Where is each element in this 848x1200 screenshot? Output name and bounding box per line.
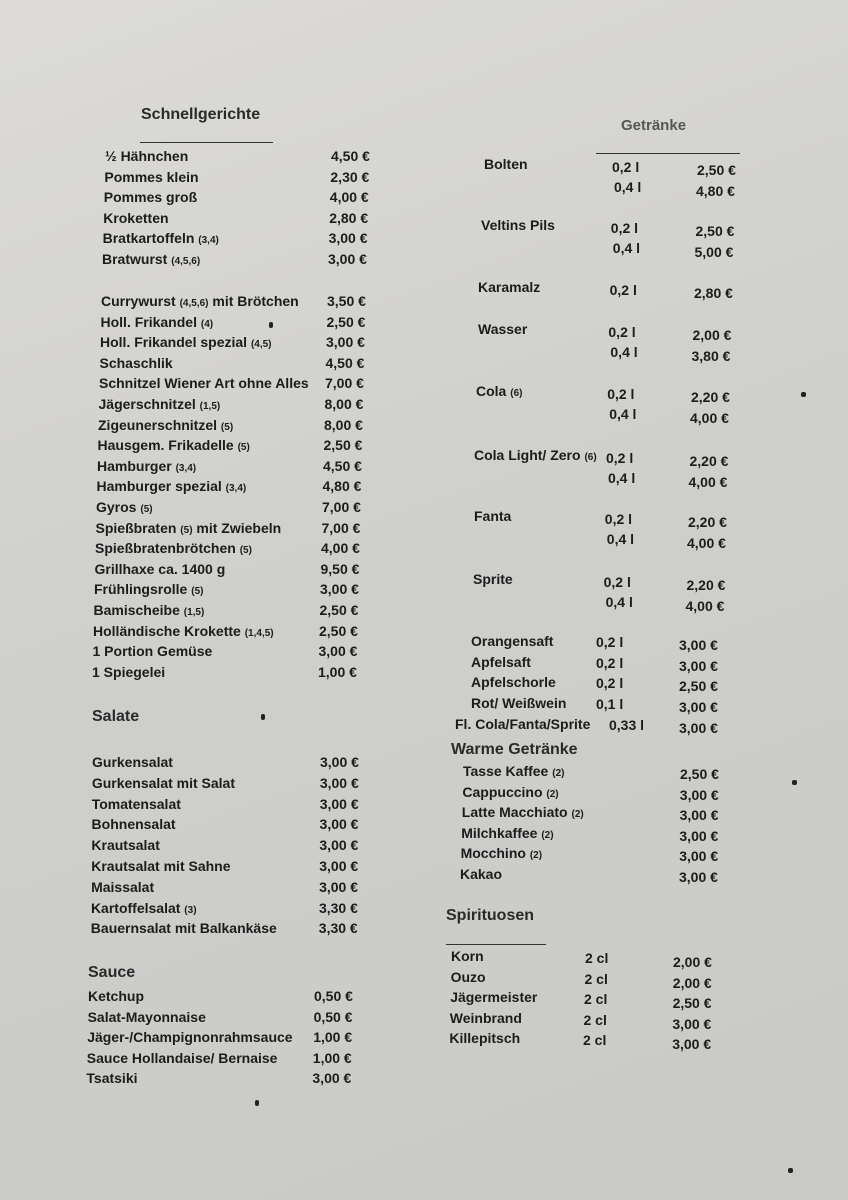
item-name: Sprite <box>473 571 513 587</box>
item-name: Wasser <box>478 321 528 337</box>
item-name: 1 Spiegelei <box>92 663 166 680</box>
allergen-note: (1,4,5) <box>244 627 274 639</box>
item-price: 3,00 € <box>319 878 359 895</box>
item-name: Salat-Mayonnaise <box>87 1008 206 1025</box>
item-price: 3,50 € <box>327 293 366 309</box>
drink-name: Korn <box>451 948 484 964</box>
item-name: Veltins Pils <box>481 217 555 233</box>
item-name: Spießbratenbrötchen (5) <box>95 540 252 557</box>
item-name: Hausgem. Frikadelle (5) <box>97 437 250 454</box>
item-name: Krautsalat <box>91 837 160 854</box>
item-price: 3,00 € <box>318 643 358 660</box>
item-price: 3,00 € <box>328 230 368 246</box>
item-price: 1,00 € <box>313 1029 353 1045</box>
allergen-note: (5) <box>239 545 252 557</box>
item-name: Holl. Frikandel (4) <box>100 313 214 330</box>
allergen-note: (3,4) <box>225 483 247 495</box>
item-name: Maissalat <box>91 878 155 895</box>
drink-price: 3,00 € <box>679 827 719 844</box>
allergen-note: (3,4) <box>198 235 219 246</box>
drink-price: 3,00 € <box>679 786 719 803</box>
item-price: 7,00 € <box>322 499 361 515</box>
item-name: Bratkartoffeln (3,4) <box>102 230 219 246</box>
heading-underline <box>140 142 273 143</box>
allergen-note: (5) <box>140 504 153 515</box>
item-name: Krautsalat mit Sahne <box>91 858 231 874</box>
item-name: Frühlingsrolle (5) <box>94 581 204 598</box>
item-name: Holl. Frikandel spezial (4,5) <box>100 334 272 351</box>
item-name: Tomatensalat <box>91 795 181 812</box>
item-name: Milchkaffee (2) <box>461 824 554 841</box>
allergen-note: (2) <box>529 850 543 861</box>
drink-price: 2,50 € <box>679 678 718 695</box>
item-name: Kroketten <box>103 209 169 226</box>
item-name: Jägerschnitzel (1,5) <box>98 396 221 412</box>
allergen-note: (6) <box>584 452 597 463</box>
drink-size: 2 cl <box>583 1032 607 1048</box>
item-price: 2,50 € <box>319 622 358 639</box>
speck <box>255 1100 259 1106</box>
allergen-note: (5) <box>237 442 250 454</box>
drink-price: 2,50 € <box>672 995 712 1011</box>
allergen-note: (1,5) <box>183 607 205 618</box>
item-name: Ketchup <box>88 988 144 1004</box>
item-price: 3,00 € <box>319 858 359 874</box>
item-name: Cola (6) <box>476 383 523 399</box>
drink-size: 0,4 l <box>606 531 635 547</box>
drink-name: Ouzo <box>450 968 486 985</box>
item-price: 3,00 € <box>319 774 359 791</box>
drink-size: 0,2 l <box>604 511 633 527</box>
item-name: Gurkensalat <box>92 754 173 770</box>
drink-price: 3,00 € <box>672 1036 712 1052</box>
allergen-note: (4) <box>200 318 214 330</box>
item-price: 0,50 € <box>314 988 353 1004</box>
drink-size: 0,2 l <box>596 654 624 671</box>
allergen-note: (4,5,6) <box>179 298 209 309</box>
drink-price: 3,00 € <box>679 807 719 823</box>
allergen-note: (1,5) <box>199 401 221 412</box>
drink-price: 2,50 € <box>680 766 719 782</box>
drink-price: 2,00 € <box>673 954 712 970</box>
item-name: Bratwurst (4,5,6) <box>102 250 201 267</box>
item-price: 8,00 € <box>324 396 364 412</box>
item-price: 3,00 € <box>328 250 367 267</box>
allergen-note: (5) <box>180 524 193 536</box>
item-price: 3,00 € <box>312 1070 352 1086</box>
item-name: Bolten <box>484 156 528 172</box>
allergen-note: (2) <box>571 809 584 820</box>
drink-size: 0,2 l <box>610 220 639 236</box>
heading-underline <box>446 944 546 945</box>
heading-salate: Salate <box>92 708 140 725</box>
speck <box>261 714 265 720</box>
drink-price: 4,00 € <box>685 598 725 614</box>
drink-size: 0,2 l <box>606 450 634 466</box>
item-name: Hamburger spezial (3,4) <box>96 478 247 495</box>
item-price: 4,50 € <box>325 354 365 371</box>
drink-name: Weinbrand <box>449 1009 522 1026</box>
allergen-note: (5) <box>220 421 234 433</box>
drink-price: 4,00 € <box>690 410 729 426</box>
item-name: Pommes klein <box>104 168 199 185</box>
item-price: 7,00 € <box>325 375 364 392</box>
item-price: 4,50 € <box>331 148 370 164</box>
drink-size: 0,2 l <box>596 634 624 650</box>
drink-price: 2,00 € <box>692 327 732 343</box>
drink-price: 2,50 € <box>697 162 736 178</box>
drink-size: 0,4 l <box>612 240 641 256</box>
drink-size: 0,4 l <box>609 406 637 422</box>
drink-size: 0,4 l <box>605 594 633 610</box>
item-name: Karamalz <box>478 279 541 295</box>
drink-name: Killepitsch <box>449 1030 521 1046</box>
item-name: Cappuccino (2) <box>462 783 559 800</box>
item-name: Tasse Kaffee (2) <box>463 763 565 779</box>
item-price: 3,00 € <box>319 837 359 854</box>
drink-size: 0,4 l <box>610 344 638 360</box>
drink-size: 2 cl <box>584 970 608 987</box>
drink-name: Jägermeister <box>450 989 538 1005</box>
item-price: 7,00 € <box>321 519 361 536</box>
item-price: 2,50 € <box>319 602 359 618</box>
item-price: 1,00 € <box>312 1049 352 1066</box>
item-name: Latte Macchiato (2) <box>461 804 584 820</box>
allergen-note: (6) <box>510 388 523 399</box>
allergen-note: (2) <box>541 829 554 841</box>
drink-size: 0,2 l <box>608 324 636 340</box>
heading-warme-getraenke: Warme Getränke <box>451 741 578 758</box>
drink-price: 2,50 € <box>695 223 735 239</box>
drink-price: 4,00 € <box>688 474 728 490</box>
item-price: 1,00 € <box>318 663 357 680</box>
item-name: Sauce Hollandaise/ Bernaise <box>86 1049 278 1066</box>
item-price: 2,50 € <box>326 313 366 330</box>
drink-size: 0,2 l <box>596 675 624 692</box>
drink-size: 0,2 l <box>607 386 635 402</box>
item-name: Kartoffelsalat (3) <box>90 899 197 916</box>
allergen-note: (4,5) <box>250 339 272 351</box>
item-name: Gyros (5) <box>96 499 153 515</box>
item-price: 8,00 € <box>324 416 363 433</box>
drink-size: 0,2 l <box>603 574 631 590</box>
allergen-note: (2) <box>552 768 565 779</box>
item-name: Grillhaxe ca. 1400 g <box>94 560 226 577</box>
item-price: 4,00 € <box>329 189 369 205</box>
item-name: Zigeunerschnitzel (5) <box>98 416 234 433</box>
item-name: Cola Light/ Zero (6) <box>474 447 597 463</box>
item-name: ½ Hähnchen <box>105 148 189 164</box>
speck <box>801 392 806 397</box>
item-name: Kakao <box>460 865 503 882</box>
drink-price: 3,00 € <box>679 848 719 864</box>
item-price: 0,50 € <box>313 1008 353 1025</box>
drink-price: 2,80 € <box>694 285 733 301</box>
allergen-note: (3,4) <box>175 462 197 474</box>
drink-price: 2,20 € <box>686 577 726 593</box>
drink-price: 3,80 € <box>691 348 731 364</box>
heading-getraenke: Getränke <box>621 117 687 134</box>
drink-price: 5,00 € <box>694 244 734 260</box>
drink-size: 2 cl <box>585 950 609 966</box>
drink-price: 4,80 € <box>696 183 735 199</box>
drink-name: Fl. Cola/Fanta/Sprite <box>455 715 591 732</box>
item-price: 9,50 € <box>320 560 360 577</box>
item-name: Fanta <box>474 508 512 524</box>
drink-size: 0,2 l <box>612 159 640 175</box>
drink-price: 3,00 € <box>672 1015 712 1032</box>
drink-size: 0,4 l <box>614 179 642 195</box>
drink-name: Apfelschorle <box>471 674 556 691</box>
drink-size: 2 cl <box>583 1011 607 1028</box>
item-price: 3,00 € <box>326 334 365 351</box>
speck <box>269 322 273 328</box>
drink-price: 3,00 € <box>679 719 718 736</box>
speck <box>792 780 797 785</box>
drink-price: 2,20 € <box>688 514 727 530</box>
item-price: 2,50 € <box>323 437 363 454</box>
speck <box>788 1168 793 1173</box>
item-price: 2,80 € <box>329 209 369 226</box>
heading-schnellgerichte: Schnellgerichte <box>141 106 261 123</box>
allergen-note: (5) <box>191 586 204 598</box>
item-price: 4,00 € <box>321 540 360 557</box>
item-price: 2,30 € <box>330 168 370 185</box>
item-name: Schnitzel Wiener Art ohne Alles <box>99 375 309 392</box>
allergen-note: (2) <box>546 788 559 800</box>
drink-price: 2,20 € <box>691 389 730 405</box>
item-name: Holländische Krokette (1,4,5) <box>93 622 274 639</box>
item-price: 3,00 € <box>319 795 359 812</box>
item-name: Bohnensalat <box>91 816 176 833</box>
allergen-note: (4,5,6) <box>171 255 201 267</box>
item-price: 4,80 € <box>322 478 362 495</box>
drink-price: 4,00 € <box>687 535 726 551</box>
item-name: Schaschlik <box>99 354 173 371</box>
drink-price: 2,20 € <box>689 453 729 469</box>
item-price: 3,00 € <box>320 581 359 598</box>
drink-price: 3,00 € <box>679 868 718 885</box>
drink-size: 0,4 l <box>608 470 636 486</box>
drink-price: 3,00 € <box>679 699 718 716</box>
item-name: Mocchino (2) <box>460 845 543 861</box>
drink-size: 0,1 l <box>596 696 624 713</box>
allergen-note: (3) <box>184 904 197 916</box>
drink-name: Apfelsaft <box>471 653 531 670</box>
item-price: 3,30 € <box>318 899 358 916</box>
item-name: Currywurst (4,5,6) mit Brötchen <box>101 293 299 309</box>
drink-name: Rot/ Weißwein <box>471 695 567 712</box>
item-name: Bamischeibe (1,5) <box>93 602 205 618</box>
heading-underline <box>596 153 740 154</box>
item-name: Bauernsalat mit Balkankäse <box>90 920 277 937</box>
drink-price: 2,00 € <box>672 974 712 991</box>
item-name: Hamburger (3,4) <box>97 457 197 474</box>
item-name: Gurkensalat mit Salat <box>91 774 236 791</box>
item-price: 3,30 € <box>318 920 358 937</box>
item-price: 3,00 € <box>320 754 359 770</box>
drink-name: Orangensaft <box>471 633 554 649</box>
drink-size: 0,33 l <box>609 716 645 733</box>
item-name: Spießbraten (5) mit Zwiebeln <box>95 519 282 536</box>
item-price: 4,50 € <box>323 457 362 474</box>
drink-price: 3,00 € <box>679 637 718 653</box>
drink-price: 3,00 € <box>679 657 718 674</box>
item-price: 3,00 € <box>319 816 359 833</box>
drink-size: 2 cl <box>584 991 608 1007</box>
heading-sauce: Sauce <box>88 964 136 981</box>
item-name: 1 Portion Gemüse <box>92 643 213 660</box>
drink-size: 0,2 l <box>609 282 637 298</box>
item-name: Pommes groß <box>103 189 198 205</box>
item-name: Jäger-/Champignonrahmsauce <box>87 1029 293 1045</box>
item-name: Tsatsiki <box>86 1070 138 1086</box>
heading-spirituosen: Spirituosen <box>446 907 535 924</box>
